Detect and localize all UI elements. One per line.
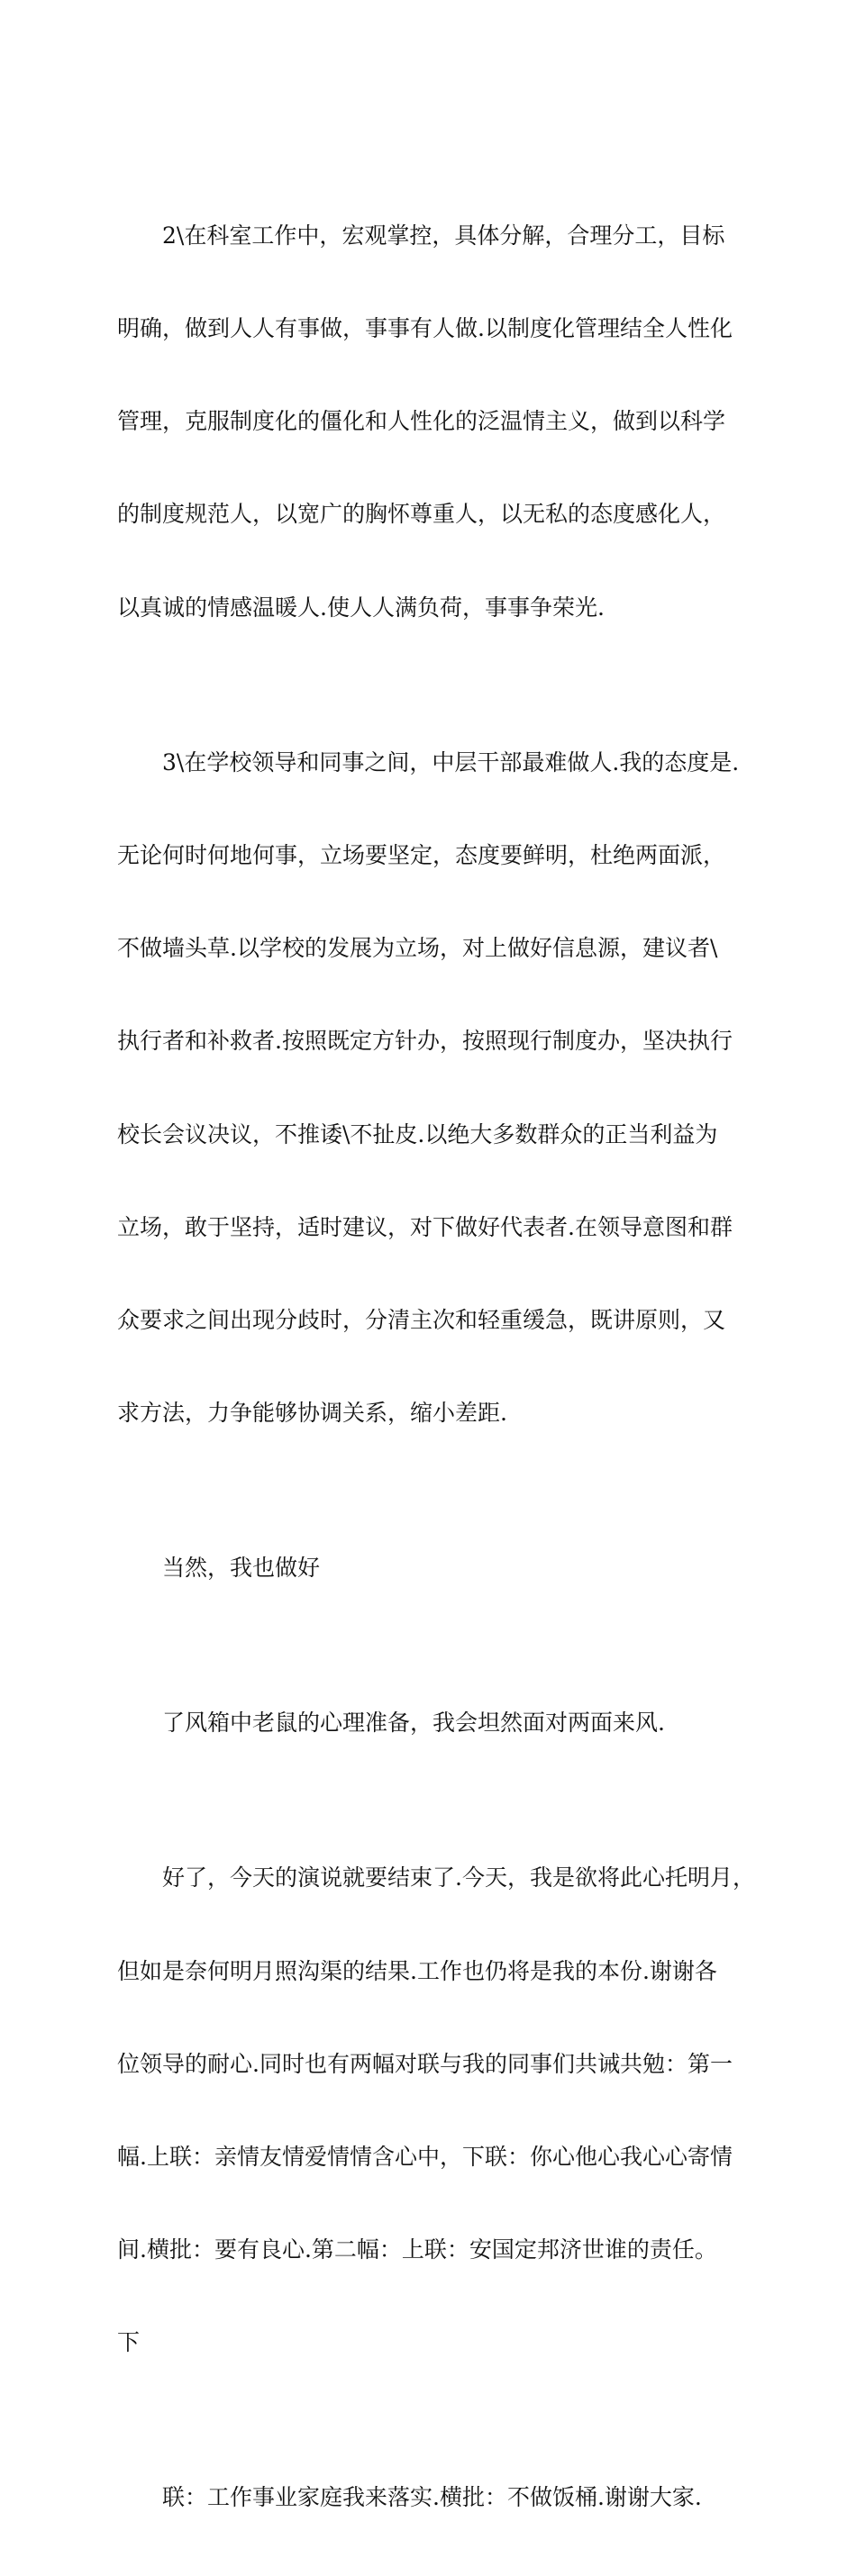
- text-line: 求方法，力争能够协调关系，缩小差距.: [117, 1400, 507, 1427]
- text-line: 校长会议决议，不推诿\不扯皮.以绝大多数群众的正当利益为: [117, 1120, 718, 1147]
- text-line: 3\在学校领导和同事之间，中层干部最难做人.我的态度是.: [162, 748, 740, 776]
- paragraph-4: [117, 1646, 748, 1801]
- text-line: 执行者和补救者.按照既定方针办，按照现行制度办，坚决执行: [117, 1028, 733, 1055]
- text-line: 了风箱中老鼠的心理准备，我会坦然面对两面来风.: [162, 1710, 665, 1737]
- text-line: 2\在科室工作中，宏观掌控，具体分解，合理分工，目标: [162, 222, 725, 249]
- text-line: 好了，今天的演说就要结束了.今天，我是欲将此心托明月，: [162, 1864, 755, 1891]
- text-line: 明确，做到人人有事做，事事有人做.以制度化管理结全人性化: [117, 315, 733, 342]
- text-line: 众要求之间出现分歧时，分清主次和轻重缓急，既讲原则，又: [117, 1307, 726, 1334]
- text-line: 间.横批：要有良心.第二幅：上联：安国定邦济世谁的责任。: [117, 2236, 717, 2263]
- text-line: 联：工作事业家庭我来落实.横批：不做饭桶.谢谢大家.: [162, 2484, 702, 2511]
- paragraph-1: [117, 159, 748, 685]
- text-line: 的制度规范人，以宽广的胸怀尊重人，以无私的态度感化人，: [117, 501, 726, 528]
- paragraph-2: [117, 685, 748, 1492]
- text-line: 幅.上联：亲情友情爱情情含心中，下联：你心他心我心心寄情: [117, 2144, 733, 2170]
- text-line: 不做墙头草.以学校的发展为立场，对上做好信息源，建议者\: [117, 935, 718, 962]
- text-line: 立场，敢于坚持，适时建议，对下做好代表者.在领导意图和群: [117, 1213, 733, 1240]
- paragraph-6: [117, 2421, 748, 2576]
- text-line: 位领导的耐心.同时也有两幅对联与我的同事们共诫共勉：第一: [117, 2050, 733, 2077]
- text-line: 但如是奈何明月照沟渠的结果.工作也仍将是我的本份.谢谢各: [117, 1957, 717, 1984]
- text-line: 下: [117, 2329, 141, 2356]
- document-body: [117, 159, 755, 2576]
- text-line: 以真诚的情感温暖人.使人人满负荷，事事争荣光.: [117, 594, 605, 621]
- text-line: 当然，我也做好: [162, 1555, 321, 1582]
- text-line: 无论何时何地何事，立场要坚定，态度要鲜明，杜绝两面派，: [117, 841, 726, 868]
- paragraph-3: [117, 1491, 748, 1646]
- paragraph-5: [117, 1801, 755, 2421]
- text-line: 管理，克服制度化的僵化和人性化的泛温情主义，做到以科学: [117, 408, 726, 435]
